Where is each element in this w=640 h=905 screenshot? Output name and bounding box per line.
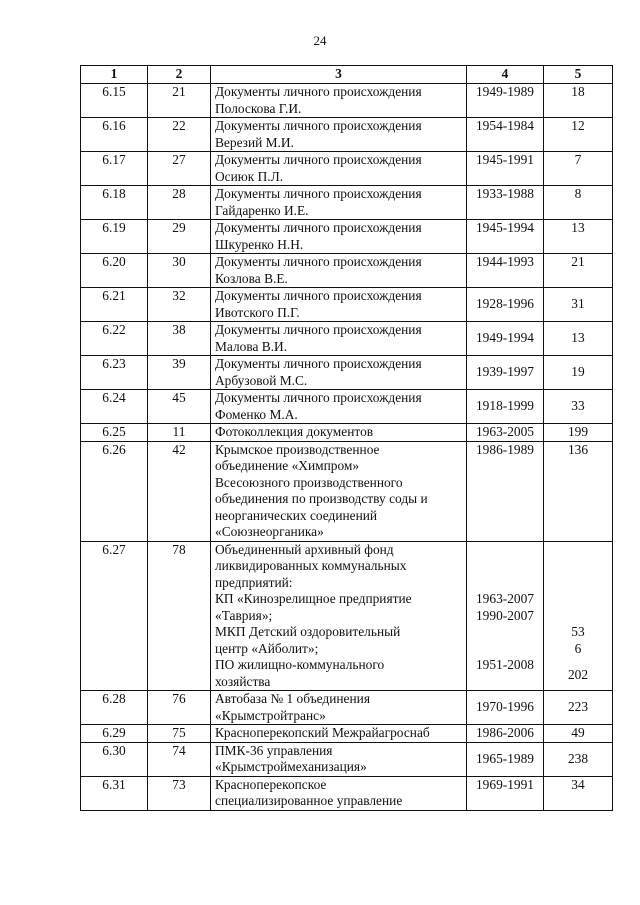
fund-title-line: Арбузовой М.С. <box>215 372 308 388</box>
fund-title-line: Ивотского П.Г. <box>215 304 300 320</box>
fund-number: 21 <box>148 84 211 118</box>
fund-number: 32 <box>148 288 211 322</box>
fund-title-line: специализированное управление <box>215 793 403 808</box>
fund-title-line: ПО жилищно-коммунального <box>215 657 385 672</box>
fund-number: 74 <box>148 742 211 776</box>
table-row <box>81 725 613 743</box>
fund-title <box>211 441 467 541</box>
fund-title-line: Красноперекопский Межрайагроснаб <box>215 725 430 740</box>
fund-title-line: центр «Айболит»; <box>215 640 319 656</box>
item-count: 199 <box>544 424 613 442</box>
fund-title <box>211 356 467 390</box>
item-count: 7 <box>544 152 613 186</box>
fund-title <box>211 84 467 118</box>
fund-title-line: «Союзнеорганика» <box>215 524 324 539</box>
item-count: 31 <box>544 288 613 322</box>
fund-title <box>211 152 467 186</box>
fund-title-line: Документы личного происхождения <box>215 152 422 167</box>
date-range: 1986-2006 <box>467 725 544 743</box>
header-col-5: 5 <box>544 66 613 84</box>
fund-number: 27 <box>148 152 211 186</box>
row-code: 6.16 <box>81 118 148 152</box>
fund-title-line: хозяйства <box>215 673 271 689</box>
fund-title-line: «Крымстройтранс» <box>215 707 326 723</box>
fund-number: 45 <box>148 390 211 424</box>
date-range: 1939-1997 <box>467 356 544 390</box>
fund-title-line: предприятий: <box>215 574 293 590</box>
header-col-1: 1 <box>81 66 148 84</box>
fund-title-line: объединение «Химпром» <box>215 458 360 473</box>
table-header <box>81 66 613 84</box>
table-row <box>81 288 613 322</box>
table-row <box>81 742 613 776</box>
fund-title-line: Документы личного происхождения <box>215 288 422 303</box>
table-row <box>81 390 613 424</box>
fund-number: 73 <box>148 776 211 810</box>
fund-title <box>211 725 467 743</box>
date-range <box>467 541 544 691</box>
row-code: 6.20 <box>81 254 148 288</box>
fund-title-line: Крымское производственное <box>215 441 380 457</box>
fund-title-line: Всесоюзного производственного <box>215 474 403 490</box>
table-row <box>81 186 613 220</box>
row-code: 6.23 <box>81 356 148 390</box>
fund-number: 30 <box>148 254 211 288</box>
fund-number: 75 <box>148 725 211 743</box>
fund-title <box>211 691 467 725</box>
row-code: 6.27 <box>81 541 148 691</box>
date-range: 1970-1996 <box>467 691 544 725</box>
fund-title <box>211 186 467 220</box>
item-count: 49 <box>544 725 613 743</box>
fund-title-line: Объединенный архивный фонд <box>215 541 394 557</box>
fund-title <box>211 288 467 322</box>
fund-title-line: Красноперекопское <box>215 776 327 792</box>
item-count: 33 <box>544 390 613 424</box>
fund-number: 29 <box>148 220 211 254</box>
date-range-item: 1951-2008 <box>475 657 535 672</box>
date-range: 1954-1984 <box>467 118 544 152</box>
row-code: 6.26 <box>81 441 148 541</box>
date-range: 1945-1991 <box>467 152 544 186</box>
date-range-item: 1990-2007 <box>475 607 535 623</box>
table-row <box>81 118 613 152</box>
header-col-3: 3 <box>211 66 467 84</box>
date-range: 1945-1994 <box>467 220 544 254</box>
fund-title-line: Верезий М.И. <box>215 134 294 150</box>
fund-title-line: Документы личного происхождения <box>215 186 422 201</box>
fund-title <box>211 254 467 288</box>
table-body <box>81 84 613 811</box>
row-code: 6.15 <box>81 84 148 118</box>
fund-title-line: Документы личного происхождения <box>215 254 422 269</box>
row-code: 6.31 <box>81 776 148 810</box>
table-row <box>81 152 613 186</box>
fund-number: 28 <box>148 186 211 220</box>
page-number: 24 <box>313 33 327 48</box>
fund-title-line: Фоменко М.А. <box>215 406 298 422</box>
fund-title-line: «Крымстроймеханизация» <box>215 759 367 774</box>
table-row <box>81 356 613 390</box>
fund-number: 76 <box>148 691 211 725</box>
fund-number: 38 <box>148 322 211 356</box>
row-code: 6.29 <box>81 725 148 743</box>
fund-title-line: Автобаза № 1 объединения <box>215 691 370 706</box>
fund-title-line: ликвидированных коммунальных <box>215 558 407 573</box>
table-row <box>81 776 613 810</box>
fund-title <box>211 390 467 424</box>
item-count: 13 <box>544 322 613 356</box>
fund-title <box>211 742 467 776</box>
date-range: 1969-1991 <box>467 776 544 810</box>
date-range: 1918-1999 <box>467 390 544 424</box>
fund-title-line: ПМК-36 управления <box>215 742 333 758</box>
fund-title <box>211 220 467 254</box>
fund-title-line: Малова В.И. <box>215 338 288 354</box>
date-range: 1944-1993 <box>467 254 544 288</box>
date-range: 1965-1989 <box>467 742 544 776</box>
item-count: 13 <box>544 220 613 254</box>
fund-title-line: Документы личного происхождения <box>215 356 422 371</box>
table-row <box>81 84 613 118</box>
fund-number: 11 <box>148 424 211 442</box>
date-range: 1986-1989 <box>467 441 544 541</box>
row-code: 6.30 <box>81 742 148 776</box>
item-count: 136 <box>544 441 613 541</box>
date-range: 1963-2005 <box>467 424 544 442</box>
row-code: 6.28 <box>81 691 148 725</box>
table-row <box>81 254 613 288</box>
fund-number: 39 <box>148 356 211 390</box>
fund-title-line: Документы личного происхождения <box>215 84 422 99</box>
item-count <box>544 541 613 691</box>
table-row <box>81 220 613 254</box>
item-count-value: 6 <box>574 640 582 656</box>
table-row <box>81 322 613 356</box>
fund-title-line: неорганических соединений <box>215 507 378 523</box>
fund-title-line: «Таврия»; <box>215 607 273 623</box>
fund-title-line: КП «Кинозрелищное предприятие <box>215 591 412 606</box>
table-row <box>81 541 613 691</box>
item-count: 223 <box>544 691 613 725</box>
fund-title <box>211 776 467 810</box>
fund-title-line: Документы личного происхождения <box>215 118 422 133</box>
fund-title-line: Документы личного происхождения <box>215 322 422 337</box>
archive-register-table <box>80 65 613 811</box>
fund-title-line: Шкуренко Н.Н. <box>215 236 304 252</box>
fund-title-line: Козлова В.Е. <box>215 270 288 286</box>
header-col-2: 2 <box>148 66 211 84</box>
item-count: 238 <box>544 742 613 776</box>
date-range: 1933-1988 <box>467 186 544 220</box>
fund-title <box>211 424 467 442</box>
item-count: 21 <box>544 254 613 288</box>
row-code: 6.18 <box>81 186 148 220</box>
row-code: 6.24 <box>81 390 148 424</box>
fund-title <box>211 322 467 356</box>
table-row <box>81 424 613 442</box>
fund-title <box>211 118 467 152</box>
table-row <box>81 691 613 725</box>
item-count: 19 <box>544 356 613 390</box>
fund-title-line: МКП Детский оздоровительный <box>215 624 401 639</box>
row-code: 6.17 <box>81 152 148 186</box>
item-count: 8 <box>544 186 613 220</box>
date-range: 1949-1989 <box>467 84 544 118</box>
fund-title-line: Осиюк П.Л. <box>215 168 284 184</box>
fund-title-line: Документы личного происхождения <box>215 390 422 405</box>
table-row <box>81 441 613 541</box>
item-count-value: 202 <box>567 667 589 682</box>
date-range-item: 1963-2007 <box>475 591 535 606</box>
item-count: 12 <box>544 118 613 152</box>
item-count-value: 53 <box>571 624 585 639</box>
item-count: 34 <box>544 776 613 810</box>
fund-title <box>211 541 467 691</box>
fund-title-line: Полоскова Г.И. <box>215 100 302 116</box>
fund-number: 22 <box>148 118 211 152</box>
item-count: 18 <box>544 84 613 118</box>
row-code: 6.25 <box>81 424 148 442</box>
header-col-4: 4 <box>467 66 544 84</box>
fund-title-line: Фотоколлекция документов <box>215 424 374 439</box>
fund-number: 78 <box>148 541 211 691</box>
date-range: 1949-1994 <box>467 322 544 356</box>
fund-title-line: Документы личного происхождения <box>215 220 422 235</box>
row-code: 6.21 <box>81 288 148 322</box>
date-range: 1928-1996 <box>467 288 544 322</box>
row-code: 6.22 <box>81 322 148 356</box>
fund-number: 42 <box>148 441 211 541</box>
fund-title-line: Гайдаренко И.Е. <box>215 202 309 218</box>
header-row <box>81 66 613 84</box>
fund-title-line: объединения по производству соды и <box>215 491 428 506</box>
row-code: 6.19 <box>81 220 148 254</box>
